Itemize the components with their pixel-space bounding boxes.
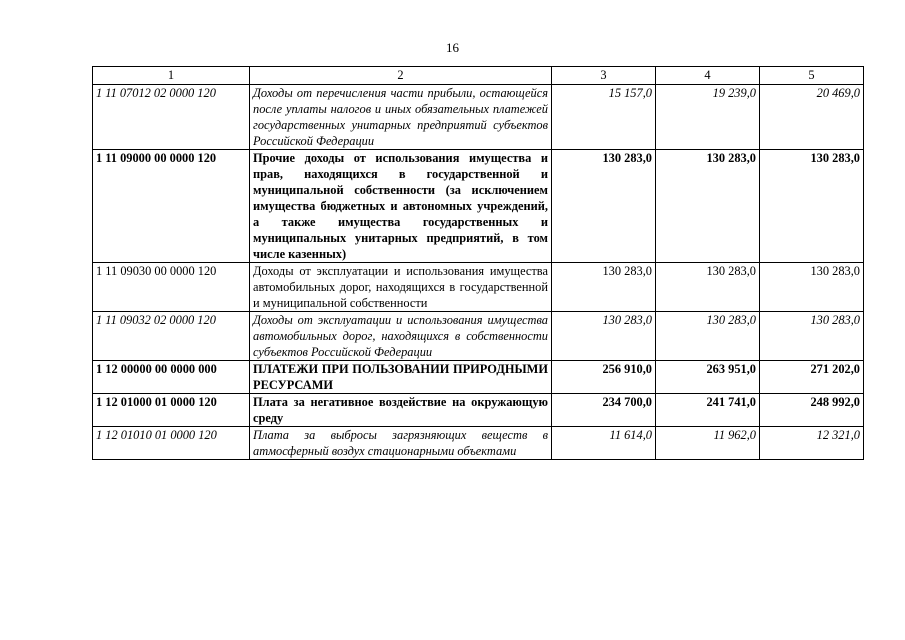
budget-code-cell: 1 12 01010 01 0000 120 bbox=[93, 427, 250, 460]
amount-col5-cell: 130 283,0 bbox=[760, 312, 864, 361]
amount-col3-cell: 130 283,0 bbox=[552, 263, 656, 312]
table-row bbox=[93, 150, 864, 263]
table-row bbox=[93, 85, 864, 150]
page-number: 16 bbox=[446, 40, 459, 55]
column-header-5: 5 bbox=[760, 67, 864, 85]
budget-code-cell: 1 11 09030 00 0000 120 bbox=[93, 263, 250, 312]
income-name-cell: Плата за негативное воздействие на окружающую среду bbox=[250, 394, 552, 427]
income-name-cell: Доходы от перечисления части прибыли, остающейся после уплаты налогов и иных обязательных платежей государственных унитарных предприятий субъектов Российской Федерации bbox=[250, 85, 552, 150]
amount-col3-cell: 11 614,0 bbox=[552, 427, 656, 460]
income-name-cell: Плата за выбросы загрязняющих веществ в атмосферный воздух стационарными объектами bbox=[250, 427, 552, 460]
amount-col5-cell: 20 469,0 bbox=[760, 85, 864, 150]
income-name-cell: Прочие доходы от использования имущества и прав, находящихся в государственной и муниципальной собственности (за исключением имущества бюджетных и автономных учреждений, а также имущества государственных и муниципальных унитарных предприятий, в том числе казенных) bbox=[250, 150, 552, 263]
income-name-cell: Доходы от эксплуатации и использования имущества автомобильных дорог, находящихся в собственности субъектов Российской Федерации bbox=[250, 312, 552, 361]
amount-col5-cell: 12 321,0 bbox=[760, 427, 864, 460]
column-header-4: 4 bbox=[656, 67, 760, 85]
table-row bbox=[93, 263, 864, 312]
amount-col5-cell: 271 202,0 bbox=[760, 361, 864, 394]
budget-code-cell: 1 11 09032 02 0000 120 bbox=[93, 312, 250, 361]
amount-col5-cell: 248 992,0 bbox=[760, 394, 864, 427]
amount-col4-cell: 130 283,0 bbox=[656, 312, 760, 361]
amount-col3-cell: 256 910,0 bbox=[552, 361, 656, 394]
amount-col4-cell: 241 741,0 bbox=[656, 394, 760, 427]
column-number-row bbox=[93, 67, 864, 85]
table-row bbox=[93, 312, 864, 361]
column-header-1: 1 bbox=[93, 67, 250, 85]
table-row bbox=[93, 427, 864, 460]
amount-col3-cell: 130 283,0 bbox=[552, 150, 656, 263]
amount-col3-cell: 130 283,0 bbox=[552, 312, 656, 361]
table-row bbox=[93, 394, 864, 427]
budget-code-cell: 1 12 01000 01 0000 120 bbox=[93, 394, 250, 427]
budget-code-cell: 1 12 00000 00 0000 000 bbox=[93, 361, 250, 394]
column-header-2: 2 bbox=[250, 67, 552, 85]
amount-col4-cell: 263 951,0 bbox=[656, 361, 760, 394]
amount-col5-cell: 130 283,0 bbox=[760, 263, 864, 312]
budget-code-cell: 1 11 07012 02 0000 120 bbox=[93, 85, 250, 150]
amount-col5-cell: 130 283,0 bbox=[760, 150, 864, 263]
amount-col4-cell: 19 239,0 bbox=[656, 85, 760, 150]
table-row bbox=[93, 361, 864, 394]
budget-code-cell: 1 11 09000 00 0000 120 bbox=[93, 150, 250, 263]
amount-col4-cell: 130 283,0 bbox=[656, 263, 760, 312]
amount-col4-cell: 11 962,0 bbox=[656, 427, 760, 460]
amount-col4-cell: 130 283,0 bbox=[656, 150, 760, 263]
amount-col3-cell: 15 157,0 bbox=[552, 85, 656, 150]
income-name-cell: ПЛАТЕЖИ ПРИ ПОЛЬЗОВАНИИ ПРИРОДНЫМИ РЕСУРСАМИ bbox=[250, 361, 552, 394]
amount-col3-cell: 234 700,0 bbox=[552, 394, 656, 427]
budget-revenue-table bbox=[92, 66, 864, 460]
column-header-3: 3 bbox=[552, 67, 656, 85]
income-name-cell: Доходы от эксплуатации и использования имущества автомобильных дорог, находящихся в государственной и муниципальной собственности bbox=[250, 263, 552, 312]
